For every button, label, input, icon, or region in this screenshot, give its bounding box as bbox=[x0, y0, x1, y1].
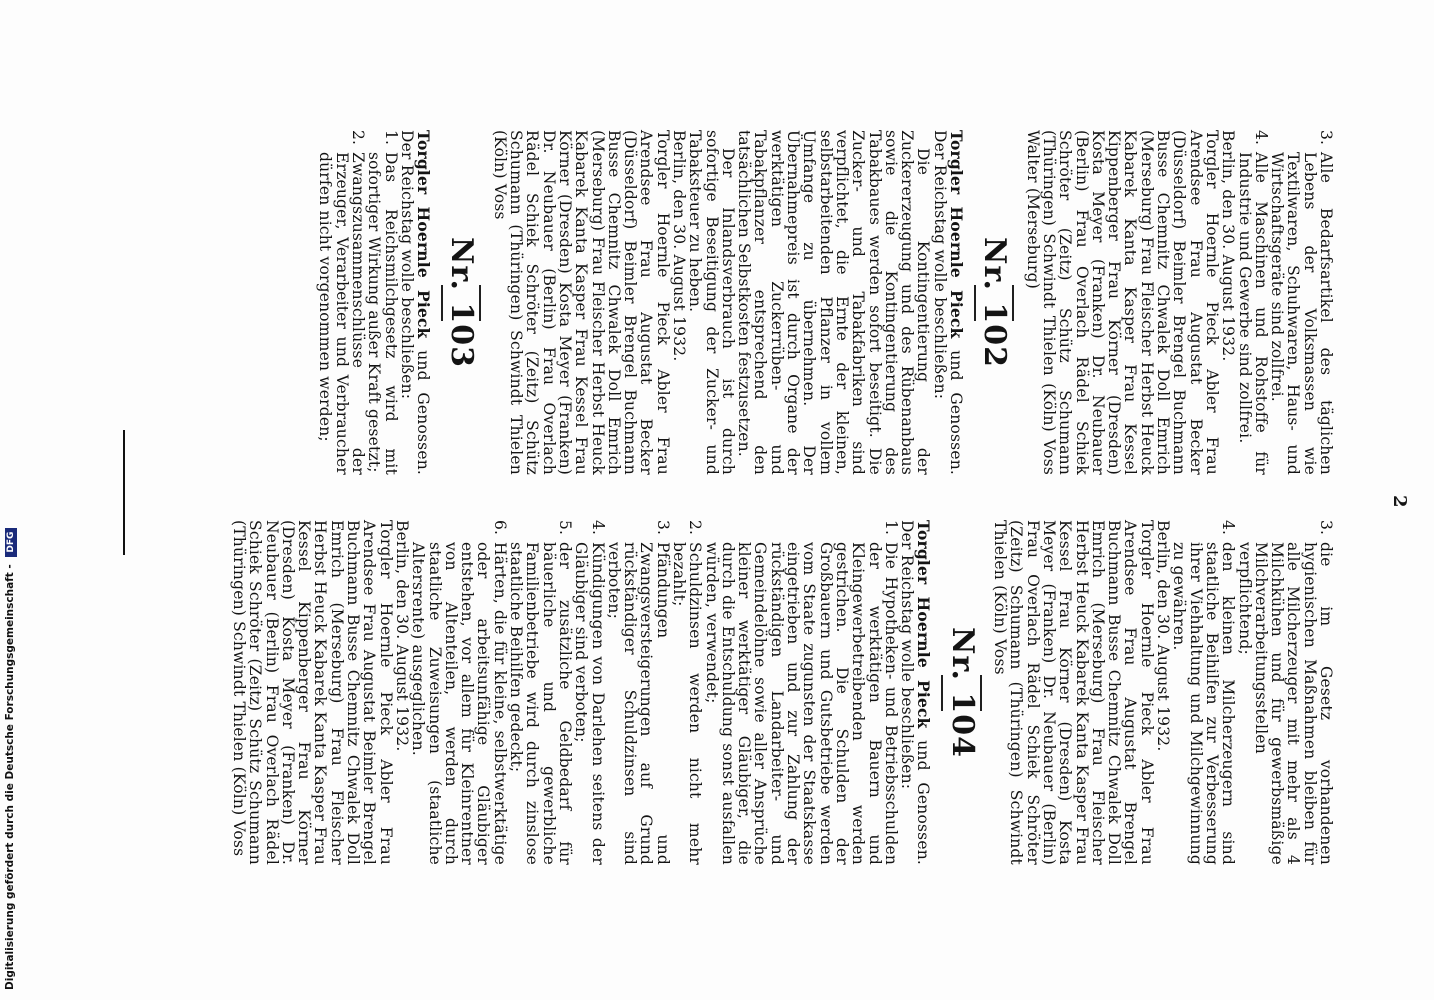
separator-rule bbox=[974, 285, 976, 321]
digitization-footer bbox=[4, 528, 17, 990]
dfg-logo: DFG bbox=[5, 528, 17, 557]
list-item: 1.Die Hypotheken- und Betriebsschulden der werktätigen Bauern und Kleingewerbetreibenden werden gestrichen. Die Schulden der Großbauern und Gutsbetriebe werden vom Staate zugunsten der Staatskasse eingetrieben und zur Zahlung der rückständigen Landarbeiter- und Gemeindelöhne sowie aller Ansprüche kleiner werktätiger Gläubiger, die durch die Entschuldung sonst ausfallen würden, verwendet; bbox=[702, 520, 900, 865]
list-item: 4.Alle Maschinen und Rohstoffe für Industrie und Gewerbe sind zollfrei. bbox=[1235, 130, 1270, 475]
separator-rule bbox=[1012, 285, 1014, 321]
signatories: Torgler Hoernle Pieck Abler Frau Arendsee Frau Augustat Beimler Brengel Buchmann Busse Chemnitz Chwalek Doll Emrich (Merseburg) Frau Fleischer Herbst Heuck Kabarek Kanta Kasper Frau Kessel Kippenberger Frau Körner (Dresden) Kosta Meyer (Franken) Dr. Neubauer (Berlin) Frau Overlach Rädel Schiek Schröter (Zeitz) Schütz Schumann (Thüringen) Schwindt Thielen (Köln) Voss bbox=[230, 520, 395, 865]
list-item: 2.Schuldzinsen werden nicht mehr bezahlt; bbox=[670, 520, 705, 865]
list-item: 4.Kündigungen von Darlehen seitens der Gläubiger sind verboten; bbox=[572, 520, 607, 865]
separator-rule bbox=[441, 285, 443, 321]
motion-body: Die Kontingentierung der Zuckererzeugung und des Rübenanbaus sowie die Kontingentierung des Tabakbaues werden sofort beseitigt. Die Zucker- und Tabakfabriken sind verpflichtet, die Ernte der kleinen, selbstarbeitenden Pflanzer in vollem Umfange zu übernehmen. Der Übernahmepreis ist durch Organe der werktätigen Zuckerrüben- und Tabakpflanzer entsprechend den tatsächlichen Selbstkosten festzusetzen. bbox=[735, 130, 933, 475]
date-line: Berlin, den 30. August 1932. bbox=[1219, 130, 1238, 362]
motion-title: Nr. 103 bbox=[444, 237, 480, 368]
list-item: 4.den kleinen Milcherzeugern sind staatliche Beihilfen zur Verbesserung ihrer Viehhaltung und Milchgewinnung zu gewähren. bbox=[1170, 520, 1238, 865]
list-item: 3.Pfändungen und Zwangsversteigerungen auf Grund rückständiger Schuldzinsen sind verboten; bbox=[604, 520, 672, 865]
signatories: Torgler Hoernle Pieck Abler Frau Arendsee Frau Augustat Becker (Düsseldorf) Beimler Brengel Buchmann Busse Chemnitz Chwalek Doll Emrich (Merseburg) Frau Fleischer Herbst Heuck Kabarek Kanta Kasper Frau Kessel Kippenberger Frau Körner (Dresden) Kosta Meyer (Franken) Dr. Neubauer (Berlin) Frau Overlach Rädel Schiek Schröter (Zeitz) Schütz Schumann (Thüringen) Schwindt Thielen (Köln) Voss Walter (Merseburg) bbox=[1023, 130, 1221, 475]
signatories: Torgler Hoernle Pieck Abler Frau Arendsee Frau Augustat Becker (Düsseldorf) Beimler Brengel Buchmann Busse Chemnitz Chwalek Doll Emrich (Merseburg) Frau Fleischer Herbst Heuck Kabarek Kanta Kasper Frau Kessel Frau Körner (Dresden) Kosta Meyer (Franken) Dr. Neubauer (Berlin) Frau Overlach Rädel Schiek Schröter (Zeitz) Schütz Schumann (Thüringen) Schwindt Thielen (Köln) Voss bbox=[490, 130, 672, 475]
list-item: 2.Zwangszusammenschlüsse der Erzeuger, Verarbeiter und Verbraucher dürfen nicht vorgenommen werden; bbox=[316, 130, 367, 475]
margin-mark bbox=[123, 430, 125, 555]
motion-title: Nr. 104 bbox=[944, 627, 980, 758]
date-line: Berlin, den 30. August 1932. bbox=[670, 130, 689, 362]
list-item: 5.der zusätzliche Geldbedarf für bäuerliche und gewerbliche Familienbetriebe wird durch zinslose staatliche Beihilfen gedeckt; bbox=[507, 520, 574, 865]
date-line: Berlin, den 30. August 1932. bbox=[1154, 520, 1173, 752]
page-number: 2 bbox=[1389, 495, 1410, 508]
separator-rule bbox=[479, 285, 481, 321]
motion-lead: Torgler Hoernle Pieck und Genossen. Der Reichstag wolle beschließen: bbox=[930, 130, 967, 475]
motion-title: Nr. 102 bbox=[977, 237, 1013, 368]
list-item: 6.Härten, die für kleine, selbstwerktätige oder arbeitsunfähige Gläubiger entstehen, vor allem für Kleinrentner von Altenteilen, werden durch staatliche Zuweisungen (staatliche Altersrente) ausgeglichen. bbox=[409, 520, 509, 865]
separator-rule bbox=[941, 675, 943, 711]
signatories: Torgler Hoernle Pieck Abler Frau Arendsee Frau Augustat Brengel Buchmann Busse Chemnitz Chwalek Doll Emrich (Merseburg) Frau Fleischer Herbst Heuck Kabarek Kanta Kasper Frau Kessel Frau Körner (Dresden) Kosta Meyer (Franken) Dr. Neubauer (Berlin) Frau Overlach Rädel Schiek Schröter (Zeitz) Schumann (Thüringen) Schwindt Thielen (Köln) Voss bbox=[991, 520, 1156, 865]
list-item: 1.Das Reichsmilchgesetz wird mit sofortiger Wirkung außer Kraft gesetzt; bbox=[365, 130, 400, 475]
date-line: Berlin, den 30. August 1932. bbox=[392, 520, 411, 752]
list-item: 3.Alle Bedarfsartikel des täglichen Lebens der Volksmassen wie Textilwaren, Schuhwaren, Haus- und Wirtschaftsgeräte sind zollfrei. bbox=[1268, 130, 1335, 475]
motion-lead: Torgler Hoernle Pieck und Genossen. Der Reichstag wolle beschließen: bbox=[397, 130, 434, 475]
left-column bbox=[317, 130, 1334, 475]
motion-lead: Torgler Hoernle Pieck und Genossen. Der Reichstag wolle beschließen: bbox=[898, 520, 934, 865]
list-item: 3.die im Gesetz vorhandenen hygienischen Maßnahmen bleiben für alle Milcherzeuger mit mehr als 4 Milchkühen und für gewerbsmäßige Milchverarbeitungsstellen verpflichtend; bbox=[1235, 520, 1335, 865]
footer-text: Digitalisierung gefördert durch die Deutsche Forschungsgemeinschaft - bbox=[4, 564, 16, 990]
separator-rule bbox=[980, 675, 982, 711]
right-column bbox=[231, 520, 1334, 865]
motion-body: Der Inlandsverbrauch ist durch sofortige Beseitigung der Zucker- und Tabaksteuer zu heben. bbox=[686, 130, 737, 475]
